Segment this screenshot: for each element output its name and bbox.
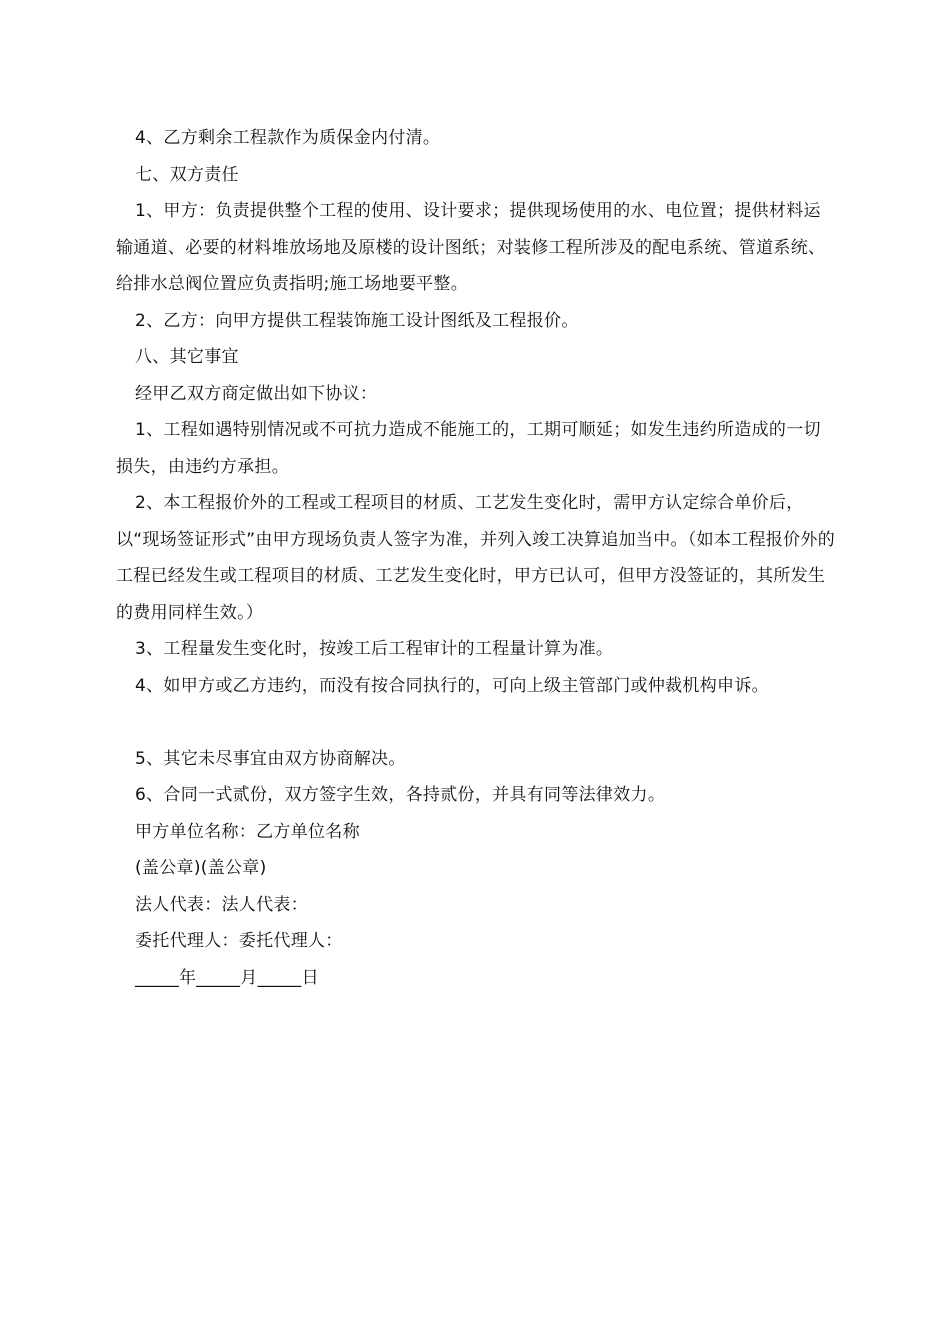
paragraph-quantity-change: 3、工程量发生变化时，按竣工后工程审计的工程量计算为准。 [135,639,614,659]
paragraph-agreement-intro: 经甲乙双方商定做出如下协议： [135,383,378,404]
signature-legal-representatives: 法人代表：法人代表： [135,894,308,915]
signature-authorized-agents: 委托代理人：委托代理人： [135,931,343,951]
paragraph-unresolved-matters: 5、其它未尽事宜由双方协商解决。 [135,748,406,769]
paragraph-payment-clause-4: 4、乙方剩余工程款作为质保金内付清。 [135,128,441,148]
paragraph-force-majeure: 1、工程如遇特别情况或不可抗力造成不能施工的，工期可顺延；如发生违约所造成的一切损失，由违约方承担。 [116,420,821,477]
paragraph-party-a-duties: 1、甲方：负责提供整个工程的使用、设计要求；提供现场使用的水、电位置；提供材料运输通道、必要的材料堆放场地及原楼的设计图纸；对装修工程所涉及的配电系统、管道系统、给排水总阀位置应负责指明;施工场地要平整。 [116,201,826,294]
paragraph-breach-appeal: 4、如甲方或乙方违约，而没有按合同执行的，可向上级主管部门或仲裁机构申诉。 [135,675,769,696]
section-heading-responsibilities: 七、双方责任 [135,164,239,185]
paragraph-party-b-duties: 2、乙方：向甲方提供工程装饰施工设计图纸及工程报价。 [135,310,579,331]
blank-line [116,704,836,741]
contract-body [116,120,836,996]
signature-date-line: _____年_____月_____日 [135,967,319,988]
signature-seals: (盖公章)(盖公章) [135,858,267,878]
paragraph-change-orders: 2、本工程报价外的工程或工程项目的材质、工艺发生变化时，需甲方认定综合单价后，以“现场签证形式”由甲方现场负责人签字为准，并列入竣工决算追加当中。（如本工程报价外的工程已经发生或工程项目的材质、工艺发生变化时，甲方已认可，但甲方没签证的，其所发生的费用同样生效。） [116,493,836,623]
signature-unit-names: 甲方单位名称：乙方单位名称 [135,821,360,842]
section-heading-other-matters: 八、其它事宜 [135,347,239,367]
paragraph-copies-validity: 6、合同一式贰份，双方签字生效，各持贰份，并具有同等法律效力。 [135,785,666,805]
